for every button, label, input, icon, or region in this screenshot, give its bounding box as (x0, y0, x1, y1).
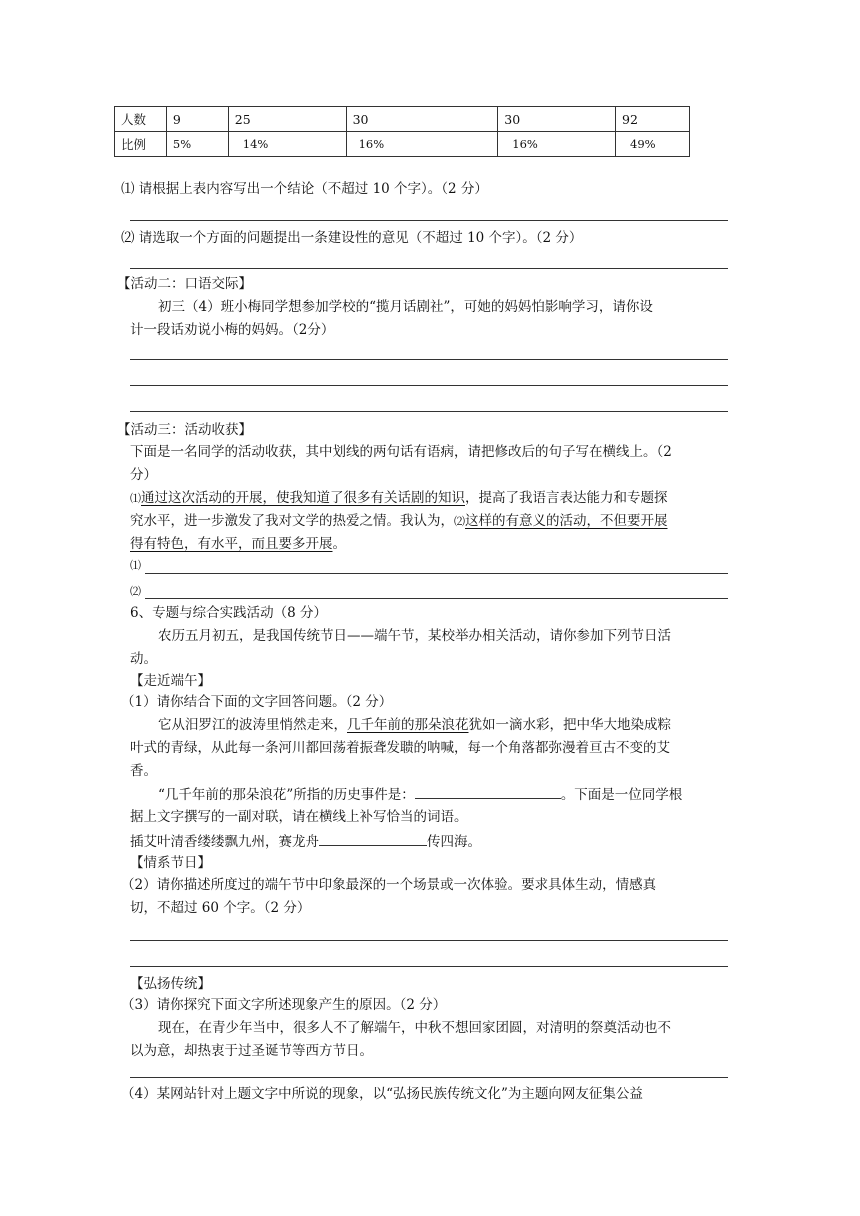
table-cell: 25 (228, 107, 346, 132)
table-cell: 16% (346, 132, 498, 157)
question-text: （1）请你结合下面的文字回答问题。（2 分） (121, 694, 393, 710)
flawed-sentence-2: 这样的有意义的活动，不但要开展 (465, 513, 668, 529)
passage-text (158, 715, 671, 735)
flawed-sentence-1: 通过这次活动的开展，使我知道了很多有关话剧的知识 (141, 490, 465, 506)
question-text: 。下面是一位同学根 (560, 787, 683, 803)
underlined-phrase: 几千年前的那朵浪花 (347, 717, 469, 733)
table-row-ratio (115, 132, 690, 157)
activity2-text: 初三（4）班小梅同学想参加学校的“揽月话剧社”，可她的妈妈怕影响学习，请你设 (158, 299, 653, 315)
answer-marker: ⑵ (130, 585, 141, 598)
question-text: （2）请你描述所度过的端午节中印象最深的一个场景或一次体验。要求具体生动，情感真 (121, 877, 657, 893)
answer-line[interactable] (130, 359, 728, 360)
passage-text: 犹如一滴水彩，把中华大地染成粽 (468, 717, 671, 733)
passage-text: 叶式的青绿，从此每一条河川都回荡着振聋发聩的呐喊，每一个角落都弥漫着亘古不变的艾 (130, 740, 670, 756)
activity2-text: 计一段话劝说小梅的妈妈。（2分） (130, 322, 335, 338)
question-text: （3）请你探究下面文字所述现象产生的原因。（2 分） (121, 997, 447, 1013)
passage-text: 它从汨罗江的波涛里悄然走来， (158, 717, 347, 733)
couplet (130, 831, 481, 852)
activity2-heading: 【活动二：口语交际】 (117, 276, 252, 292)
activity3-passage (130, 511, 668, 532)
answer-line[interactable] (130, 268, 728, 269)
answer-line[interactable] (130, 1077, 728, 1078)
row-label: 人数 (115, 107, 167, 132)
subheading: 【情系节日】 (130, 855, 211, 871)
activity3-passage (130, 488, 668, 509)
passage-text: ，提高了我语言表达能力和专题探 (465, 490, 668, 506)
table-cell: 9 (166, 107, 228, 132)
table-cell: 49% (616, 132, 690, 157)
table-cell: 30 (346, 107, 498, 132)
fill-blank-couplet[interactable] (319, 831, 427, 846)
activity3-text: 下面是一名同学的活动收获，其中划线的两句话有语病，请把修改后的句子写在横线上。（2 (130, 444, 672, 460)
row-label: 比例 (115, 132, 167, 157)
answer-line[interactable] (145, 598, 728, 599)
couplet-text: 插艾叶清香缕缕飘九州，赛龙舟 (130, 834, 319, 850)
answer-line[interactable] (130, 966, 728, 967)
question-text: 切，不超过 60 个字。（2 分） (130, 900, 311, 916)
question-text: （4）某网站针对上题文字中所说的现象，以“弘扬民族传统文化”为主题向网友征集公益 (121, 1086, 643, 1102)
activity3-heading: 【活动三：活动收获】 (117, 422, 252, 438)
table-cell: 14% (228, 132, 346, 157)
question-text (158, 784, 682, 805)
activity3-passage (130, 534, 346, 554)
answer-marker: ⑴ (130, 559, 141, 572)
passage-text: 究水平，进一步激发了我对文学的热爱之情。我认为， (130, 513, 454, 529)
table-cell: 16% (498, 132, 616, 157)
answer-line[interactable] (145, 573, 728, 574)
question-2: ⑵ 请选取一个方面的问题提出一条建设性的意见（不超过 10 个字）。（2 分） (121, 230, 583, 246)
answer-line[interactable] (130, 220, 728, 221)
couplet-text: 传四海。 (427, 834, 481, 850)
table-row-count (115, 107, 690, 132)
answer-line[interactable] (130, 411, 728, 412)
flawed-sentence-2-cont: 得有特色，有水平，而且要多开展 (130, 536, 333, 552)
table-cell: 30 (498, 107, 616, 132)
answer-line[interactable] (130, 940, 728, 941)
question-text: “几千年前的那朵浪花”所指的历史事件是： (158, 787, 415, 803)
subheading: 【弘扬传统】 (130, 976, 211, 992)
passage-text: 香。 (130, 763, 157, 779)
passage-text: 以为意，却热衷于过圣诞节等西方节日。 (130, 1043, 373, 1059)
subheading: 【走近端午】 (130, 673, 211, 689)
question-text: 据上文字撰写的一副对联，请在横线上补写恰当的词语。 (130, 809, 468, 825)
section6-heading: 6、专题与综合实践活动（8 分） (130, 605, 327, 621)
sentence-marker: ⑵ (454, 515, 465, 528)
sentence-marker: ⑴ (130, 492, 141, 505)
passage-text: 。 (332, 536, 346, 552)
answer-line[interactable] (130, 385, 728, 386)
activity3-text: 分） (130, 467, 157, 483)
statistics-table (114, 106, 690, 157)
table-cell: 92 (616, 107, 690, 132)
fill-blank-event[interactable] (415, 784, 561, 799)
section6-text: 动。 (130, 651, 157, 667)
table-cell: 5% (166, 132, 228, 157)
passage-text: 现在，在青少年当中，很多人不了解端午，中秋不想回家团圆，对清明的祭奠活动也不 (158, 1020, 671, 1036)
question-1: ⑴ 请根据上表内容写出一个结论（不超过 10 个字）。（2 分） (121, 181, 488, 197)
section6-text: 农历五月初五，是我国传统节日——端午节，某校举办相关活动，请你参加下列节日活 (158, 628, 671, 644)
